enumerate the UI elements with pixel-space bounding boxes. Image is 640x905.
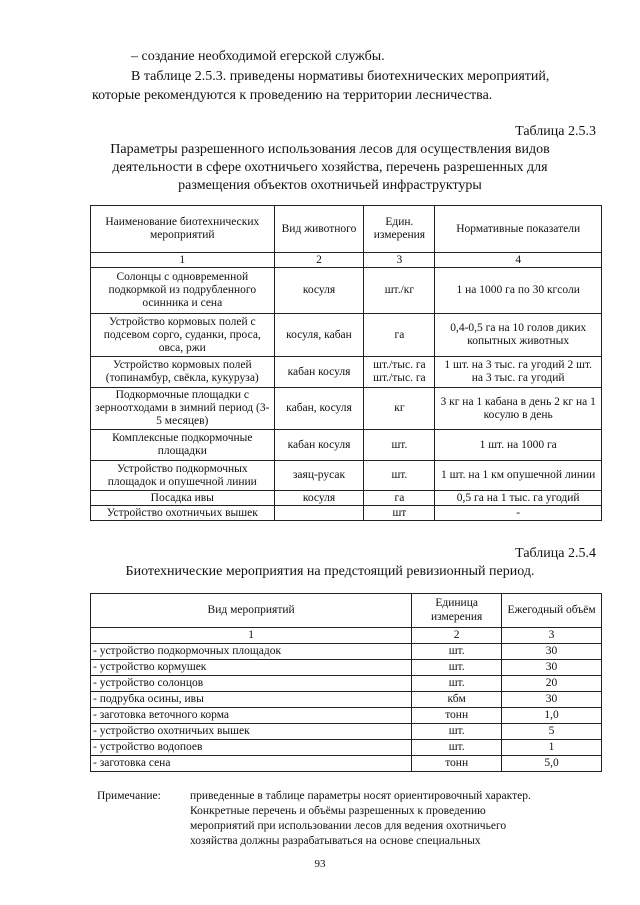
cell bbox=[274, 506, 364, 521]
cell: - устройство кормушек bbox=[91, 660, 412, 676]
cell: кабан косуля bbox=[274, 430, 364, 461]
cell: кг bbox=[364, 388, 435, 430]
column-number: 1 bbox=[91, 253, 275, 268]
table-row bbox=[91, 506, 602, 521]
column-number: 3 bbox=[502, 628, 602, 644]
table-254-number-row bbox=[91, 628, 602, 644]
table-row bbox=[91, 644, 602, 660]
table-row bbox=[91, 491, 602, 506]
table-row bbox=[91, 692, 602, 708]
cell: 1,0 bbox=[502, 708, 602, 724]
table-253-title-line-1: Параметры разрешенного использования лесов для осуществления видов bbox=[110, 142, 550, 157]
note-label: Примечание: bbox=[97, 790, 161, 802]
header-cell: Един. измерения bbox=[364, 206, 435, 253]
cell: га bbox=[364, 491, 435, 506]
cell: шт. bbox=[412, 660, 502, 676]
cell: - подрубка осины, ивы bbox=[91, 692, 412, 708]
cell: - заготовка сена bbox=[91, 756, 412, 772]
cell: шт./тыс. га шт./тыс. га bbox=[364, 357, 435, 388]
page-number: 93 bbox=[314, 858, 326, 870]
table-253-header-row bbox=[91, 206, 602, 253]
cell: шт. bbox=[412, 676, 502, 692]
cell: - bbox=[435, 506, 602, 521]
table-row bbox=[91, 756, 602, 772]
table-row bbox=[91, 388, 602, 430]
table-253-title-line-2: деятельности в сфере охотничьего хозяйства, перечень разрешенных для bbox=[112, 160, 548, 175]
table-row bbox=[91, 724, 602, 740]
note-line-4: хозяйства должны разрабатываться на основе специальных bbox=[190, 835, 481, 847]
cell: 5,0 bbox=[502, 756, 602, 772]
cell: косуля bbox=[274, 268, 364, 314]
table-row bbox=[91, 461, 602, 491]
table-row bbox=[91, 708, 602, 724]
cell: 0,4-0,5 га на 10 голов диких копытных животных bbox=[435, 314, 602, 357]
cell: шт. bbox=[412, 740, 502, 756]
cell: кбм bbox=[412, 692, 502, 708]
table-254-label: Таблица 2.5.4 bbox=[515, 546, 596, 561]
cell: 0,5 га на 1 тыс. га угодий bbox=[435, 491, 602, 506]
column-number: 1 bbox=[91, 628, 412, 644]
note-line-1: приведенные в таблице параметры носят ориентировочный характер. bbox=[190, 790, 531, 802]
cell: Устройство кормовых полей с подсевом сорго, суданки, проса, овса, ржи bbox=[91, 314, 275, 357]
table-row bbox=[91, 660, 602, 676]
table-row bbox=[91, 268, 602, 314]
table-253 bbox=[90, 205, 602, 521]
cell: 1 на 1000 га по 30 кгсоли bbox=[435, 268, 602, 314]
table-row bbox=[91, 357, 602, 388]
cell: - устройство солонцов bbox=[91, 676, 412, 692]
table-row bbox=[91, 430, 602, 461]
cell: шт. bbox=[364, 461, 435, 491]
cell: 1 шт. на 3 тыс. га угодий 2 шт. на 3 тыс. га угодий bbox=[435, 357, 602, 388]
cell: Комплексные подкормочные площадки bbox=[91, 430, 275, 461]
cell: - устройство охотничьих вышек bbox=[91, 724, 412, 740]
cell: косуля, кабан bbox=[274, 314, 364, 357]
cell: шт. bbox=[412, 724, 502, 740]
cell: кабан косуля bbox=[274, 357, 364, 388]
cell: 1 шт. на 1000 га bbox=[435, 430, 602, 461]
cell: 30 bbox=[502, 692, 602, 708]
cell: Подкормочные площадки с зерноотходами в зимний период (3-5 месяцев) bbox=[91, 388, 275, 430]
cell: - устройство водопоев bbox=[91, 740, 412, 756]
column-number: 3 bbox=[364, 253, 435, 268]
cell: тонн bbox=[412, 756, 502, 772]
table-254 bbox=[90, 593, 602, 772]
cell: Посадка ивы bbox=[91, 491, 275, 506]
table-254-header-row bbox=[91, 594, 602, 628]
note-line-2: Конкретные перечень и объёмы разрешенных к проведению bbox=[190, 805, 486, 817]
cell: шт./кг bbox=[364, 268, 435, 314]
cell: Устройство подкормочных площадок и опушечной линии bbox=[91, 461, 275, 491]
column-number: 2 bbox=[274, 253, 364, 268]
cell: 5 bbox=[502, 724, 602, 740]
cell: - заготовка веточного корма bbox=[91, 708, 412, 724]
cell: тонн bbox=[412, 708, 502, 724]
header-cell: Единица измерения bbox=[412, 594, 502, 628]
cell: заяц-русак bbox=[274, 461, 364, 491]
cell: 30 bbox=[502, 644, 602, 660]
cell: шт. bbox=[412, 644, 502, 660]
intro-line-1: – создание необходимой егерской службы. bbox=[131, 49, 385, 64]
header-cell: Вид мероприятий bbox=[91, 594, 412, 628]
table-253-title-line-3: размещения объектов охотничьей инфраструктуры bbox=[178, 178, 482, 193]
cell: шт. bbox=[364, 430, 435, 461]
table-row bbox=[91, 314, 602, 357]
table-row bbox=[91, 676, 602, 692]
intro-line-2: В таблице 2.5.3. приведены нормативы биотехнических мероприятий, bbox=[131, 69, 550, 84]
cell: Устройство охотничьих вышек bbox=[91, 506, 275, 521]
cell: Устройство кормовых полей (топинамбур, свёкла, кукуруза) bbox=[91, 357, 275, 388]
table-254-title: Биотехнические мероприятия на предстоящий ревизионный период. bbox=[125, 564, 535, 579]
header-cell: Наименование биотехнических мероприятий bbox=[91, 206, 275, 253]
cell: га bbox=[364, 314, 435, 357]
cell: 3 кг на 1 кабана в день 2 кг на 1 косулю в день bbox=[435, 388, 602, 430]
table-row bbox=[91, 740, 602, 756]
column-number: 4 bbox=[435, 253, 602, 268]
note-line-3: мероприятий при использовании лесов для ведения охотничьего bbox=[190, 820, 507, 832]
cell: - устройство подкормочных площадок bbox=[91, 644, 412, 660]
header-cell: Ежегодный объём bbox=[502, 594, 602, 628]
column-number: 2 bbox=[412, 628, 502, 644]
table-253-label: Таблица 2.5.3 bbox=[515, 124, 596, 139]
cell: 20 bbox=[502, 676, 602, 692]
intro-line-3: которые рекомендуются к проведению на территории лесничества. bbox=[92, 88, 493, 103]
cell: 1 bbox=[502, 740, 602, 756]
cell: косуля bbox=[274, 491, 364, 506]
cell: Солонцы с одновременной подкормкой из подрубленного осинника и сена bbox=[91, 268, 275, 314]
cell: 30 bbox=[502, 660, 602, 676]
cell: шт bbox=[364, 506, 435, 521]
header-cell: Вид животного bbox=[274, 206, 364, 253]
table-253-number-row bbox=[91, 253, 602, 268]
header-cell: Нормативные показатели bbox=[435, 206, 602, 253]
cell: 1 шт. на 1 км опушечной линии bbox=[435, 461, 602, 491]
cell: кабан, косуля bbox=[274, 388, 364, 430]
